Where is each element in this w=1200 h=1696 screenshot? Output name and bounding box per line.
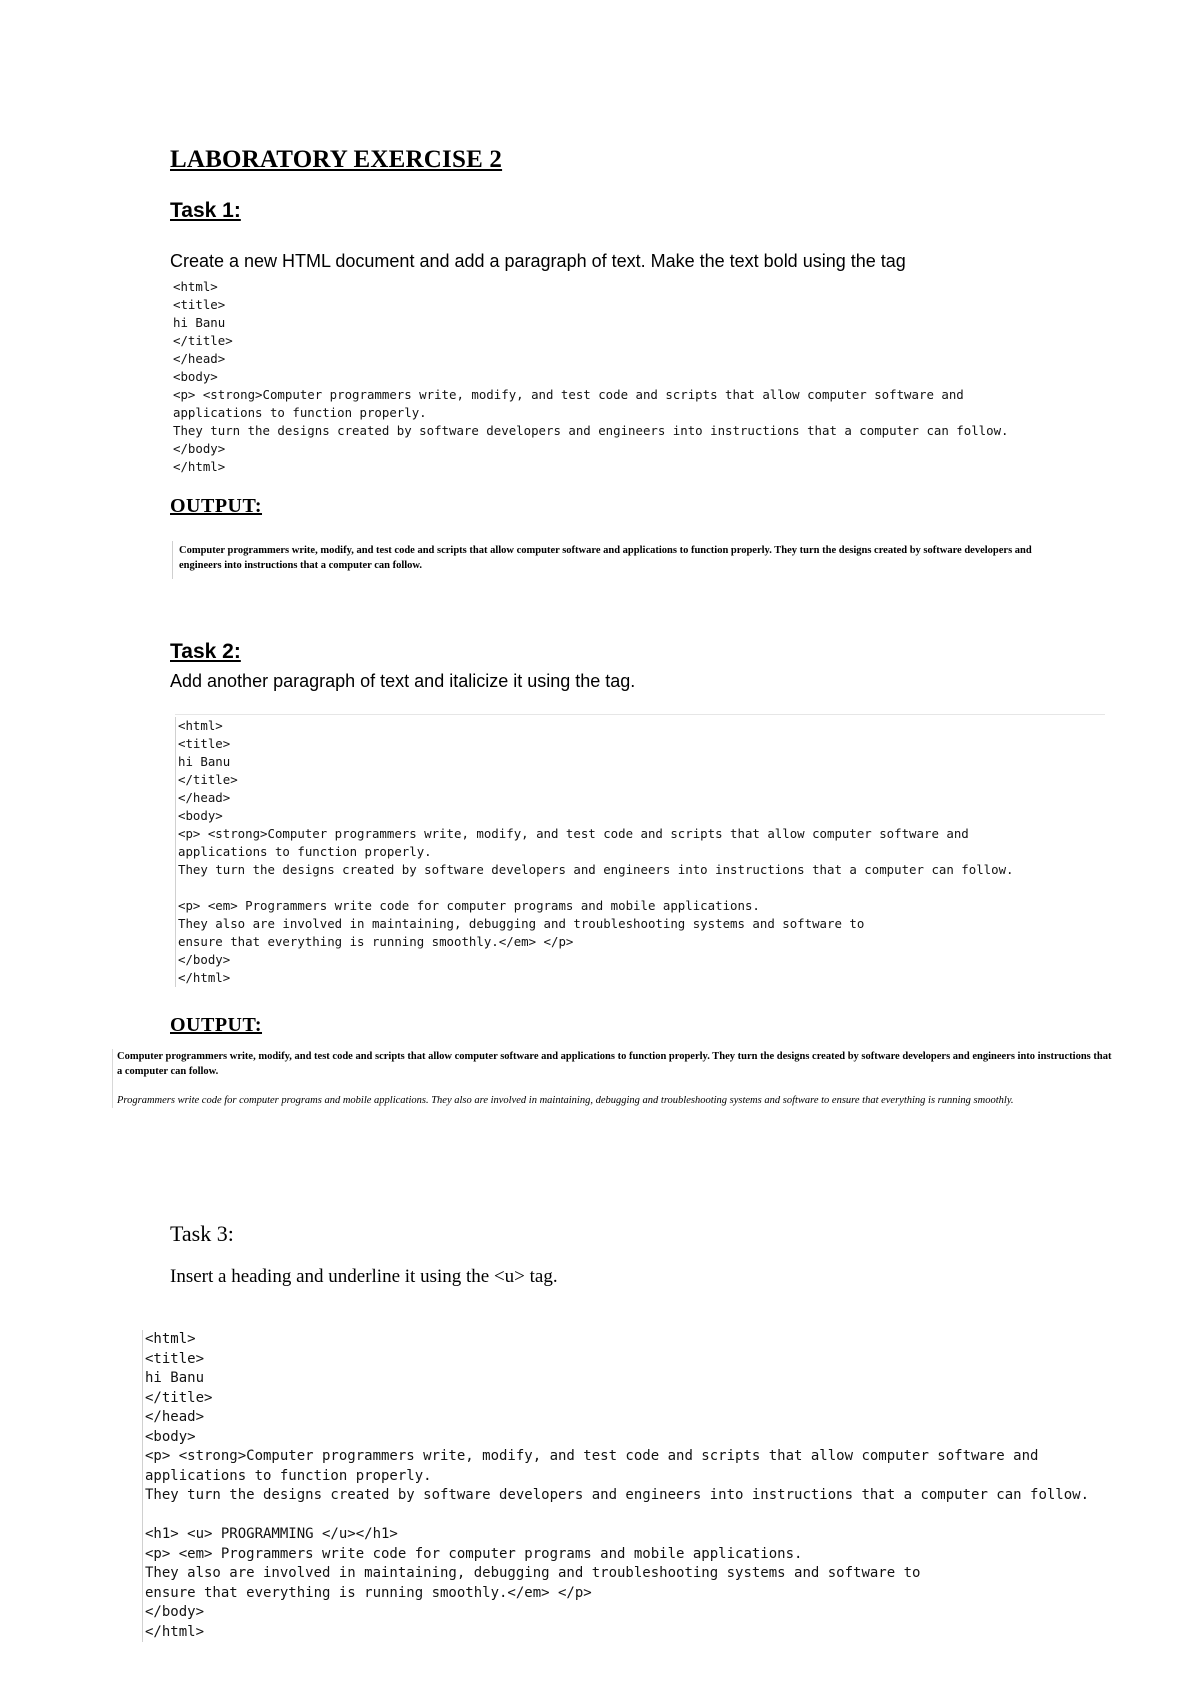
task2-output-label: OUTPUT:	[170, 1014, 263, 1036]
task3-code-block: <html> <title> hi Banu </title> </head> <body> <p> <strong>Computer programmers write, modify, and test code and scripts that allow computer software and applications to function properly. They turn the designs created by software developers and engineers into instructions that a computer can follow. <h1> <u> PROGRAMMING </u></h1> <p> <em> Programmers write code for computer programs and mobile applications. They also are involved in maintaining, debugging and troubleshooting systems and software to ensure that everything is running smoothly.</em> </p> </body> </html>	[142, 1330, 1089, 1642]
task1-output-preview: Computer programmers write, modify, and test code and scripts that allow computer software and applications to function properly. They turn the designs created by software developers and engineers into instructions that a computer can follow.	[172, 541, 1059, 579]
task2-code-block: <html> <title> hi Banu </title> </head> <body> <p> <strong>Computer programmers write, modify, and test code and scripts that allow computer software and applications to function properly. They turn the designs created by software developers and engineers into instructions that a computer can follow. <p> <em> Programmers write code for computer programs and mobile applications. They also are involved in maintaining, debugging and troubleshooting systems and software to ensure that everything is running smoothly.</em> </p> </body> </html>	[175, 717, 1014, 987]
task3-description: Insert a heading and underline it using the <u> tag.	[170, 1266, 558, 1287]
task2-output-bold-paragraph: Computer programmers write, modify, and test code and scripts that allow computer software and applications to function properly. They turn the designs created by software developers and engineers into instructions that a computer can follow.	[117, 1051, 1112, 1077]
task1-heading: Task 1:	[170, 199, 241, 222]
task2-code-divider	[175, 714, 1105, 715]
task2-heading: Task 2:	[170, 640, 241, 663]
task2-output-italic-paragraph: Programmers write code for computer programs and mobile applications. They also are involved in maintaining, debugging and troubleshooting systems and software to ensure that everything is running smoothly.	[117, 1095, 1014, 1106]
task2-description: Add another paragraph of text and italicize it using the tag.	[170, 671, 636, 691]
task3-heading: Task 3:	[170, 1221, 234, 1246]
task1-description: Create a new HTML document and add a paragraph of text. Make the text bold using the tag	[170, 251, 906, 271]
task1-code-block: <html> <title> hi Banu </title> </head> <body> <p> <strong>Computer programmers write, modify, and test code and scripts that allow computer software and applications to function properly. They turn the designs created by software developers and engineers into instructions that a computer can follow. </body> </html>	[173, 279, 1009, 474]
task2-output-preview	[112, 1049, 1117, 1108]
document-title: LABORATORY EXERCISE 2	[170, 146, 503, 173]
task1-output-label: OUTPUT:	[170, 495, 263, 517]
